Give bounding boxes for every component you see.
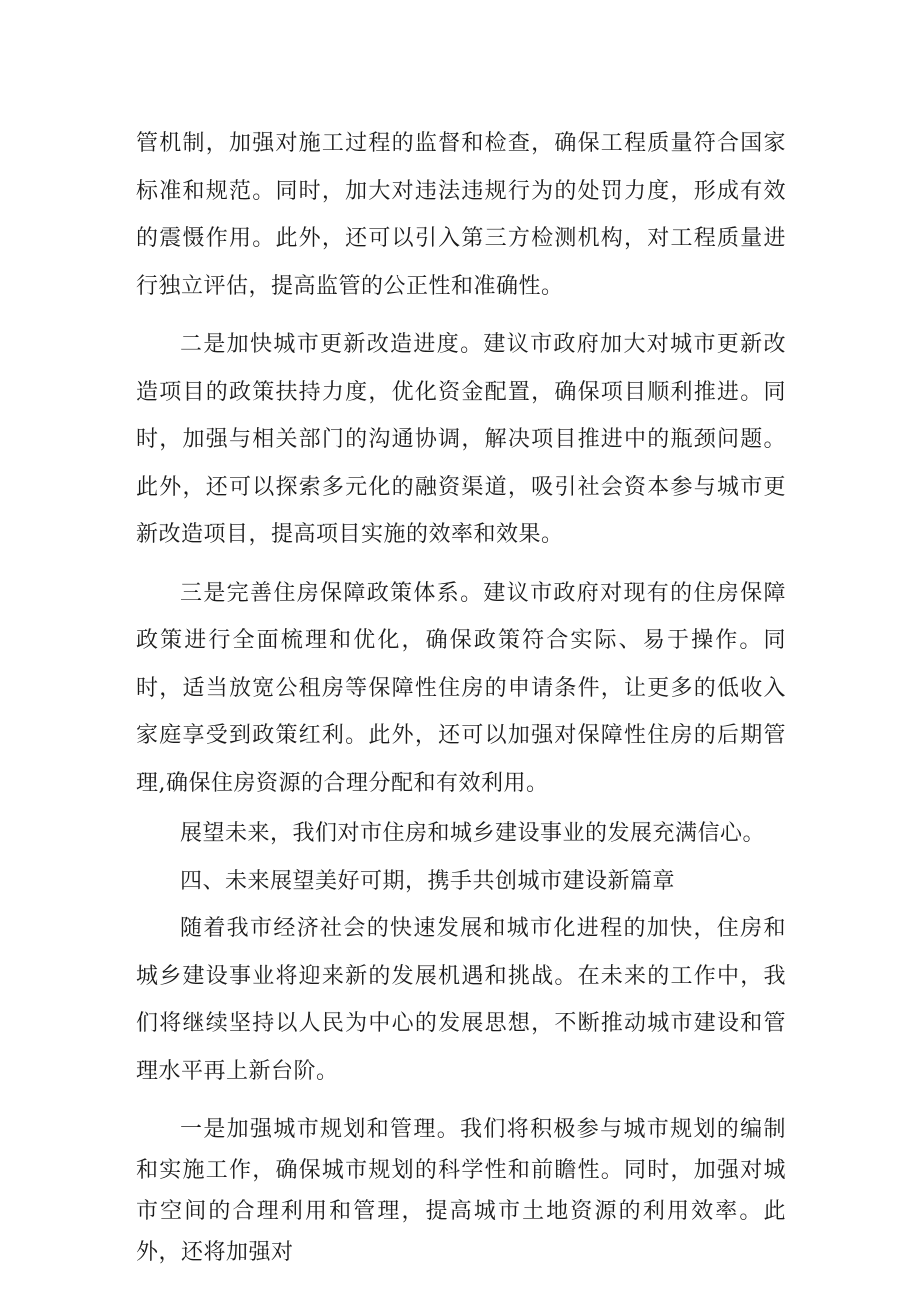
document-body [136,120,786,1273]
paragraph-development-outlook: 随着我市经济社会的快速发展和城市化进程的加快，住房和城乡建设事业将迎来新的发展机遇和挑战。在未来的工作中，我们将继续坚持以人民为中心的发展思想，不断推动城市建设和管理水平再上新台阶。 [136,916,786,1084]
section-heading-four: 四、未来展望美好可期，携手共创城市建设新篇章 [180,868,676,894]
paragraph-housing-security: 三是完善住房保障政策体系。建议市政府对现有的住房保障政策进行全面梳理和优化，确保政策符合实际、易于操作。同时，适当放宽公租房等保障性住房的申请条件，让更多的低收入家庭享受到政策红利。此外，还可以加强对保障性住房的后期管理,确保住房资源的合理分配和有效利用。 [136,580,786,796]
paragraph-urban-planning: 一是加强城市规划和管理。我们将积极参与城市规划的编制和实施工作，确保城市规划的科学性和前瞻性。同时，加强对城市空间的合理利用和管理，提高城市土地资源的利用效率。此外，还将加强对 [136,1117,786,1265]
paragraph-outlook: 展望未来，我们对市住房和城乡建设事业的发展充满信心。 [180,821,766,846]
paragraph-urban-renewal: 二是加快城市更新改造进度。建议市政府加大对城市更新改造项目的政策扶持力度，优化资金配置，确保项目顺利推进。同时，加强与相关部门的沟通协调，解决项目推进中的瓶颈问题。此外，还可以探索多元化的融资渠道，吸引社会资本参与城市更新改造项目，提高项目实施的效率和效果。 [136,332,786,547]
paragraph-supervision-continued: 管机制，加强对施工过程的监督和检查，确保工程质量符合国家标准和规范。同时，加大对违法违规行为的处罚力度，形成有效的震慑作用。此外，还可以引入第三方检测机构，对工程质量进行独立评估，提高监管的公正性和准确性。 [136,131,786,299]
